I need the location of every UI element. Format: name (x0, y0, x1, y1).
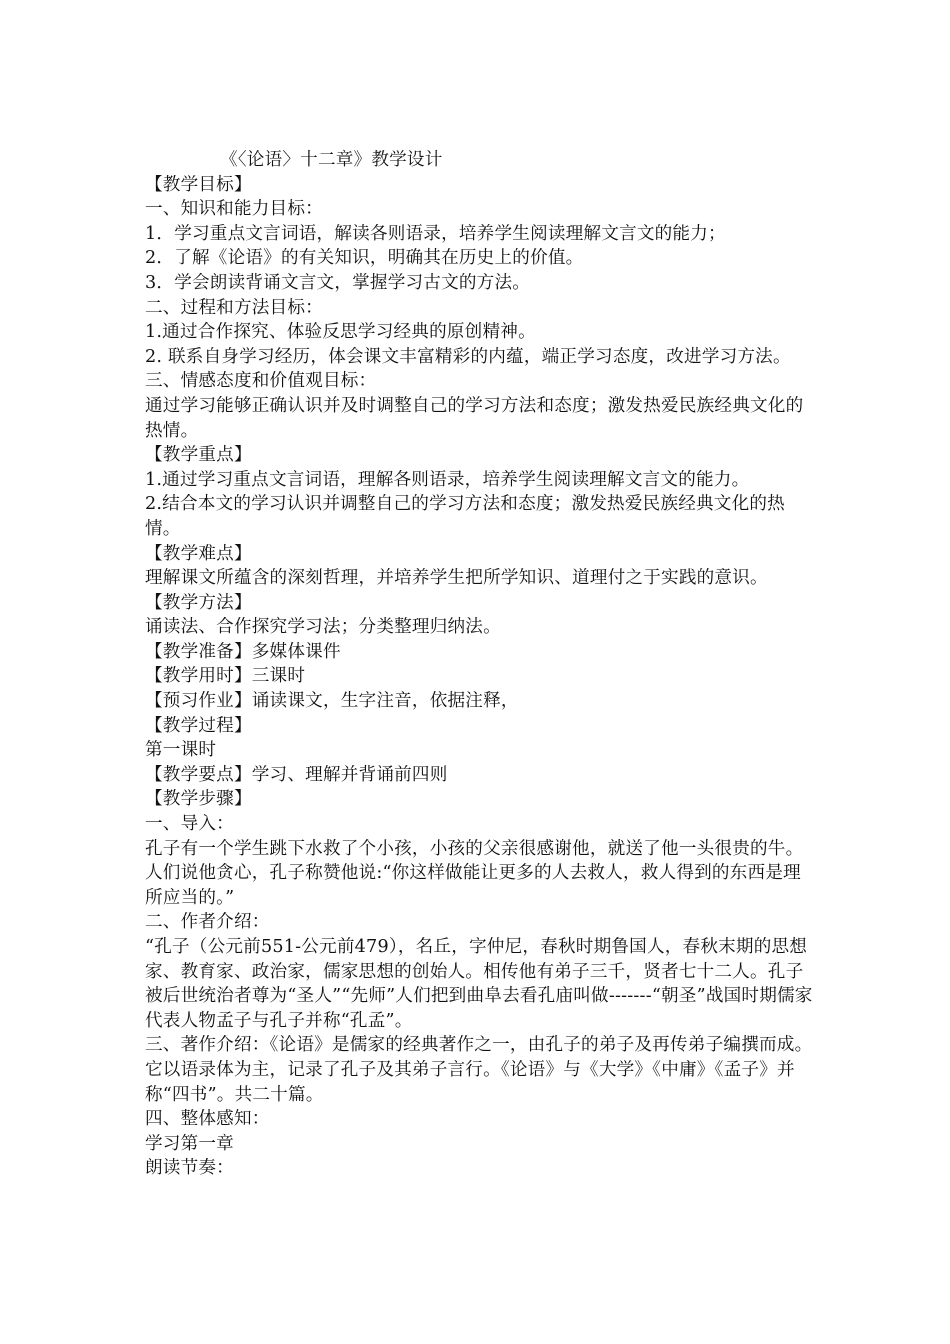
paragraph: 朗读节奏： (145, 1158, 234, 1179)
paragraph: 3．学会朗读背诵文言文，掌握学习古文的方法。 (145, 272, 531, 293)
paragraph: 通过学习能够正确认识并及时调整自己的学习方法和态度；激发热爱民族经典文化的热情。 (145, 395, 804, 441)
section-heading-homework: 【预习作业】诵读课文，生字注音，依据注释， (145, 691, 519, 712)
paragraph: 1.通过合作探究、体验反思学习经典的原创精神。 (145, 322, 536, 343)
paragraph: 2．了解《论语》的有关知识，明确其在历史上的价值。 (145, 248, 584, 269)
subheading-emotion-goals: 三、情感态度和价值观目标： (145, 371, 377, 392)
paragraph: 孔子有一个学生跳下水救了个小孩，小孩的父亲很感谢他，就送了他一头很贵的牛。人们说他贪心，孔子称赞他说:“你这样做能让更多的人去救人，救人得到的东西是理所应当的。” (145, 838, 804, 908)
paragraph: 1．学习重点文言词语，解读各则语录，培养学生阅读理解文言文的能力； (145, 223, 726, 244)
section-heading-steps: 【教学步骤】 (145, 789, 252, 810)
section-heading-preparation: 【教学准备】多媒体课件 (145, 641, 341, 662)
section-heading-methods: 【教学方法】 (145, 592, 252, 613)
subheading-introduction: 一、导入： (145, 814, 234, 835)
section-heading-lesson-points: 【教学要点】学习、理解并背诵前四则 (145, 764, 448, 785)
paragraph: 三、著作介绍：《论语》是儒家的经典著作之一，由孔子的弟子及再传弟子编撰而成。它以语录体为主，记录了孔子及其弟子言行。《论语》与《大学》《中庸》《孟子》并称“四书”。共二十篇。 (145, 1035, 813, 1105)
subheading-overall-perception: 四、整体感知： (145, 1109, 270, 1130)
paragraph: 1.通过学习重点文言词语，理解各则语录，培养学生阅读理解文言文的能力。 (145, 469, 750, 490)
document-body (145, 148, 813, 1181)
subheading-process-goals: 二、过程和方法目标： (145, 297, 323, 318)
section-heading-key-points: 【教学重点】 (145, 445, 252, 466)
subheading-author: 二、作者介绍： (145, 912, 270, 933)
paragraph: 诵读法、合作探究学习法；分类整理归纳法。 (145, 617, 501, 638)
paragraph: 2.结合本文的学习认识并调整自己的学习方法和态度；激发热爱民族经典文化的热情。 (145, 494, 785, 539)
section-heading-process: 【教学过程】 (145, 715, 252, 736)
paragraph: 学习第一章 (145, 1133, 234, 1154)
section-heading-difficulties: 【教学难点】 (145, 543, 252, 564)
paragraph: 理解课文所蕴含的深刻哲理，并培养学生把所学知识、道理付之于实践的意识。 (145, 568, 768, 589)
subheading-first-lesson: 第一课时 (145, 740, 217, 761)
paragraph: 2. 联系自身学习经历，体会课文丰富精彩的内蕴，端正学习态度，改进学习方法。 (145, 346, 791, 367)
section-heading-time: 【教学用时】三课时 (145, 666, 306, 687)
paragraph: “孔子（公元前551-公元前479），名丘，字仲尼，春秋时期鲁国人，春秋末期的思想家、教育家、政治家，儒家思想的创始人。相传他有弟子三千，贤者七十二人。孔子被后世统治者尊为“圣人”“先师”人们把到曲阜去看孔庙叫做-------“朝圣”战国时期儒家代表人物孟子与孔子并称“孔孟”。 (145, 937, 813, 1031)
section-heading-teaching-goals: 【教学目标】 (145, 174, 252, 195)
subheading-knowledge-goals: 一、知识和能力目标： (145, 199, 323, 220)
document-title: 《〈论语〉十二章》教学设计 (220, 150, 443, 170)
